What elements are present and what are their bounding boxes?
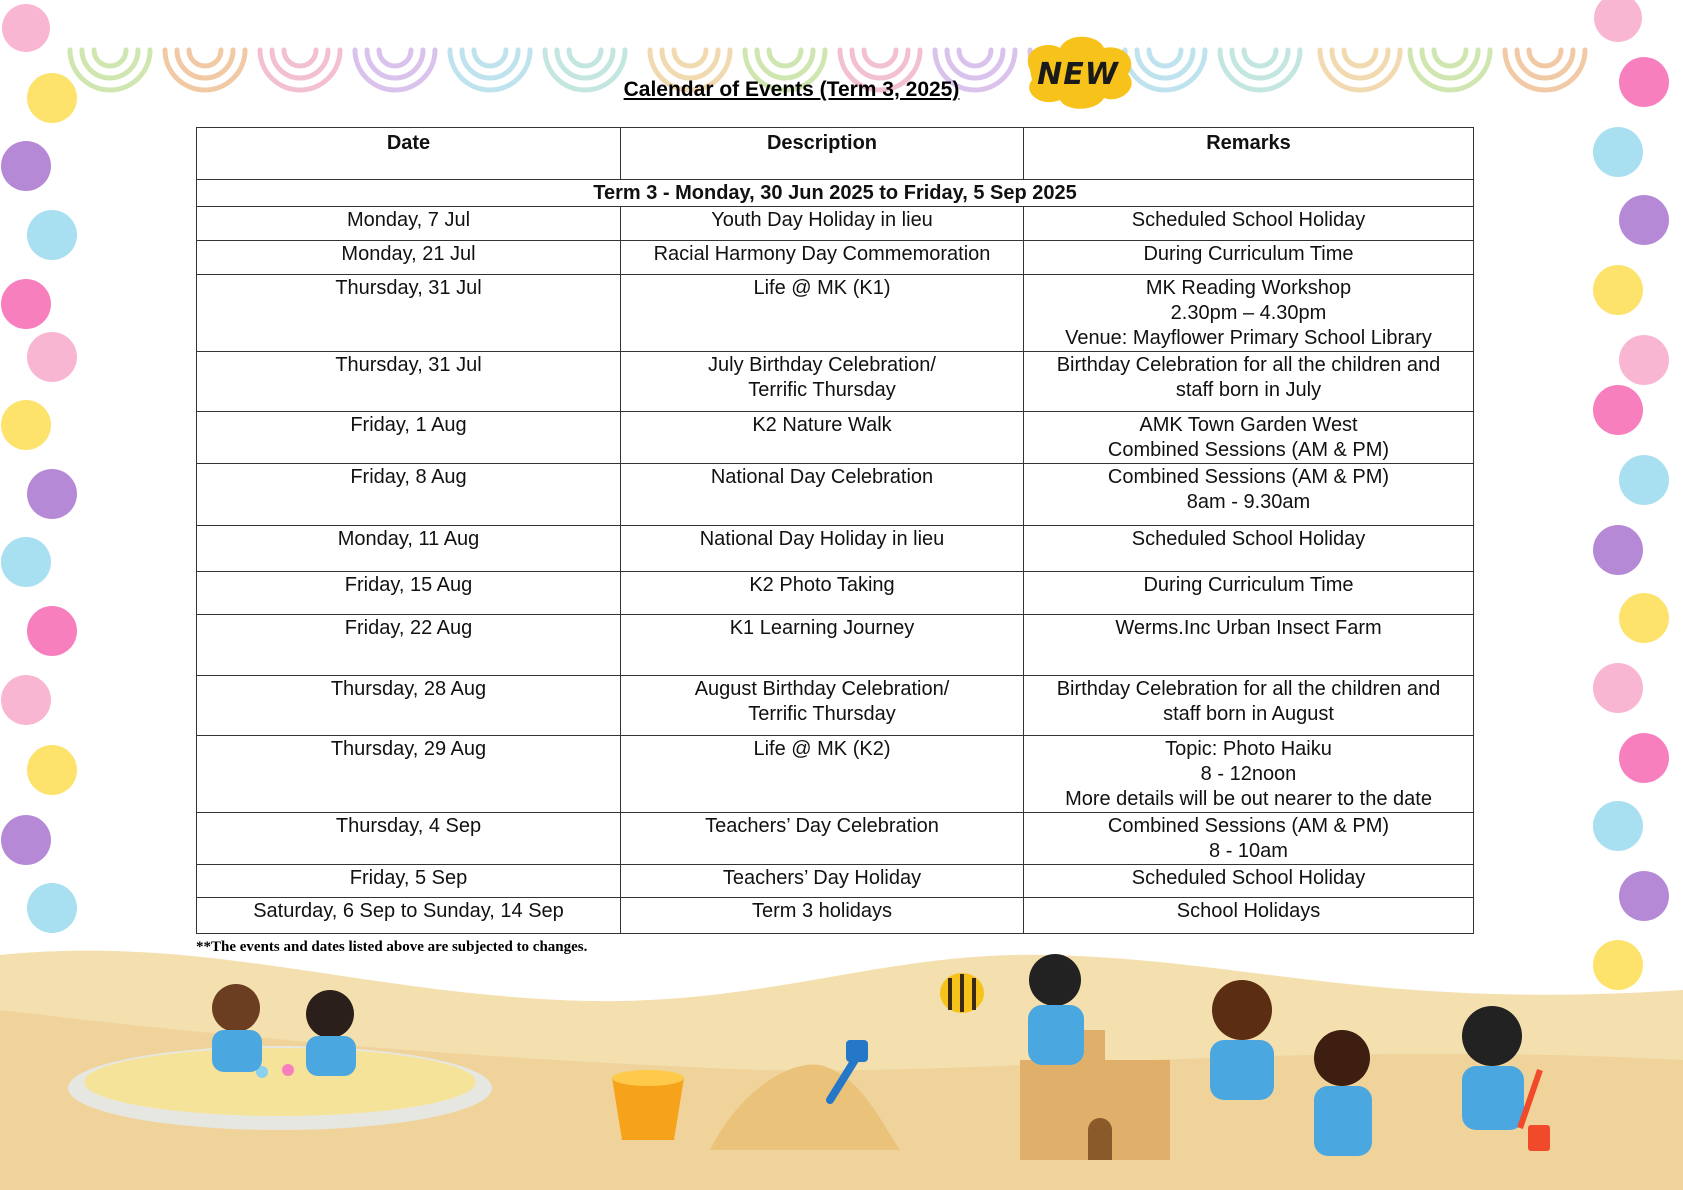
header-row (197, 128, 1474, 180)
table-row (197, 241, 1474, 275)
event-remarks: Scheduled School Holiday (1024, 526, 1474, 572)
left-dots (1, 4, 77, 933)
event-date: Monday, 21 Jul (197, 241, 621, 275)
sand-scene (0, 951, 1683, 1190)
event-date: Friday, 5 Sep (197, 865, 621, 898)
header-date: Date (197, 128, 621, 180)
table-row (197, 352, 1474, 412)
event-description: K2 Nature Walk (621, 412, 1024, 464)
event-remarks: Topic: Photo Haiku 8 - 12noon More details will be out nearer to the date (1024, 736, 1474, 813)
event-remarks: During Curriculum Time (1024, 241, 1474, 275)
table-row (197, 898, 1474, 934)
event-date: Monday, 7 Jul (197, 207, 621, 241)
event-description: Racial Harmony Day Commemoration (621, 241, 1024, 275)
event-description: Term 3 holidays (621, 898, 1024, 934)
event-date: Friday, 8 Aug (197, 464, 621, 526)
table-row (197, 615, 1474, 676)
table-row (197, 572, 1474, 615)
table-row (197, 736, 1474, 813)
table-row (197, 676, 1474, 736)
event-description: Life @ MK (K1) (621, 275, 1024, 352)
right-dots (1593, 0, 1669, 1060)
new-badge-label: NEW (1037, 56, 1119, 92)
event-date: Thursday, 31 Jul (197, 275, 621, 352)
event-date: Friday, 15 Aug (197, 572, 621, 615)
event-description: National Day Holiday in lieu (621, 526, 1024, 572)
term-range: Term 3 - Monday, 30 Jun 2025 to Friday, 5 Sep 2025 (197, 180, 1474, 207)
event-remarks: Scheduled School Holiday (1024, 865, 1474, 898)
table-row (197, 412, 1474, 464)
event-remarks: Combined Sessions (AM & PM) 8 - 10am (1024, 813, 1474, 865)
event-description: July Birthday Celebration/ Terrific Thursday (621, 352, 1024, 412)
term-row (197, 180, 1474, 207)
footnote: **The events and dates listed above are subjected to changes. (196, 939, 588, 955)
page-title: Calendar of Events (Term 3, 2025) (623, 78, 960, 101)
event-remarks: Werms.Inc Urban Insect Farm (1024, 615, 1474, 676)
event-remarks: Birthday Celebration for all the children and staff born in July (1024, 352, 1474, 412)
event-date: Thursday, 31 Jul (197, 352, 621, 412)
event-description: Youth Day Holiday in lieu (621, 207, 1024, 241)
event-remarks: MK Reading Workshop 2.30pm – 4.30pm Venue: Mayflower Primary School Library (1024, 275, 1474, 352)
event-description: August Birthday Celebration/ Terrific Thursday (621, 676, 1024, 736)
table-row (197, 464, 1474, 526)
event-date: Saturday, 6 Sep to Sunday, 14 Sep (197, 898, 621, 934)
event-date: Thursday, 28 Aug (197, 676, 621, 736)
event-remarks: Birthday Celebration for all the children and staff born in August (1024, 676, 1474, 736)
event-date: Thursday, 4 Sep (197, 813, 621, 865)
event-date: Friday, 22 Aug (197, 615, 621, 676)
event-description: Teachers’ Day Celebration (621, 813, 1024, 865)
event-date: Friday, 1 Aug (197, 412, 621, 464)
event-description: Life @ MK (K2) (621, 736, 1024, 813)
event-remarks: Scheduled School Holiday (1024, 207, 1474, 241)
table-row (197, 526, 1474, 572)
event-description: K2 Photo Taking (621, 572, 1024, 615)
header-remarks: Remarks (1024, 128, 1474, 180)
event-description: K1 Learning Journey (621, 615, 1024, 676)
event-date: Monday, 11 Aug (197, 526, 621, 572)
event-description: National Day Celebration (621, 464, 1024, 526)
table-row (197, 813, 1474, 865)
event-remarks: School Holidays (1024, 898, 1474, 934)
table-row (197, 865, 1474, 898)
title-container (0, 78, 1683, 102)
table-row (197, 207, 1474, 241)
event-description: Teachers’ Day Holiday (621, 865, 1024, 898)
event-remarks: During Curriculum Time (1024, 572, 1474, 615)
event-date: Thursday, 29 Aug (197, 736, 621, 813)
header-description: Description (621, 128, 1024, 180)
events-table (196, 127, 1474, 934)
event-remarks: AMK Town Garden West Combined Sessions (AM & PM) (1024, 412, 1474, 464)
table-row (197, 275, 1474, 352)
event-remarks: Combined Sessions (AM & PM) 8am - 9.30am (1024, 464, 1474, 526)
